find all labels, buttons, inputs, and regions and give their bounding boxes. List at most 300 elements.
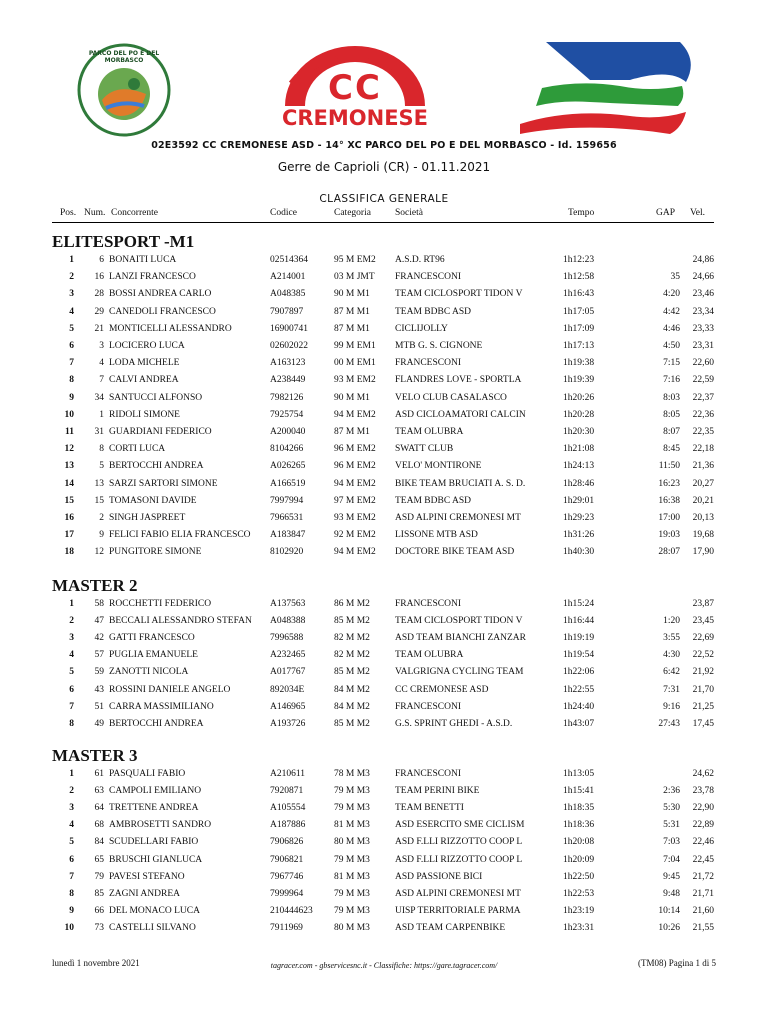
cell-soc: MTB G. S. CIGNONE [395, 341, 483, 351]
event-place-date: Gerre de Caprioli (CR) - 01.11.2021 [277, 160, 491, 174]
cell-pos: 6 [69, 684, 74, 695]
cell-soc: ASD ALPINI CREMONESI MT [395, 888, 521, 899]
cell-gap: 5:31 [663, 820, 680, 831]
cell-cat: 81 M M3 [334, 820, 370, 831]
cell-time: 1h12:23 [563, 255, 595, 265]
cell-pos: 8 [69, 888, 74, 899]
cell-time: 1h19:19 [563, 633, 595, 644]
table-row [52, 304, 717, 321]
table-row [52, 493, 717, 510]
cell-cat: 85 M M2 [334, 718, 370, 729]
cell-cat: 79 M M3 [334, 905, 370, 916]
table-row [52, 630, 717, 647]
cell-vel: 17,90 [692, 547, 714, 558]
cell-vel: 24,86 [692, 255, 714, 265]
cell-soc: VELO CLUB CASALASCO [395, 392, 507, 403]
cell-cat: 94 M EM2 [334, 547, 376, 558]
cell-vel: 22,18 [692, 444, 714, 455]
cell-gap: 9:48 [663, 888, 680, 899]
cell-num: 15 [94, 495, 104, 506]
cell-code: A238449 [270, 375, 306, 386]
cell-vel: 17,45 [692, 718, 714, 729]
cell-time: 1h20:26 [563, 392, 595, 403]
table-row [52, 372, 717, 389]
cell-num: 6 [99, 255, 104, 265]
cell-soc: FRANCESCONI [395, 769, 461, 779]
cell-cat: 78 M M3 [334, 769, 370, 779]
cell-code: 7906821 [270, 854, 304, 865]
cell-time: 1h17:13 [563, 341, 595, 351]
cell-soc: TEAM BENETTI [395, 803, 464, 814]
cell-gap: 8:45 [663, 444, 680, 455]
cell-vel: 21,60 [692, 905, 714, 916]
cell-pos: 3 [69, 289, 74, 300]
cell-vel: 20,21 [692, 495, 714, 506]
cell-soc: VALGRIGNA CYCLING TEAM [395, 667, 524, 678]
cell-time: 1h22:50 [563, 871, 595, 882]
cell-name: PUGLIA EMANUELE [109, 650, 198, 661]
cell-time: 1h29:01 [563, 495, 595, 506]
table-row [52, 252, 717, 269]
cell-vel: 22,46 [692, 837, 714, 848]
cell-gap: 35 [670, 272, 680, 283]
table-row [52, 903, 717, 920]
cell-num: 3 [99, 341, 104, 351]
cell-time: 1h19:54 [563, 650, 595, 661]
cell-soc: FRANCESCONI [395, 358, 461, 369]
cell-cat: 90 M M1 [334, 289, 370, 300]
cell-code: A048388 [270, 616, 306, 627]
cell-time: 1h21:08 [563, 444, 595, 455]
cell-name: AMBROSETTI SANDRO [109, 820, 212, 831]
table-row [52, 699, 717, 716]
cell-code: A210611 [270, 769, 306, 779]
cell-pos: 17 [64, 530, 74, 541]
cell-vel: 21,71 [692, 888, 714, 899]
cell-cat: 84 M M2 [334, 684, 370, 695]
cell-cat: 95 M EM2 [334, 255, 376, 265]
cell-pos: 5 [69, 837, 74, 848]
cell-vel: 20,27 [692, 478, 714, 489]
cell-code: 02602022 [270, 341, 308, 351]
cell-pos: 3 [69, 803, 74, 814]
cell-name: TRETTENE ANDREA [109, 803, 199, 814]
cell-num: 7 [99, 375, 104, 386]
cell-soc: TEAM CICLOSPORT TIDON V [395, 616, 523, 627]
cell-num: 9 [99, 530, 104, 541]
cell-code: A232465 [270, 650, 306, 661]
cell-pos: 7 [69, 871, 74, 882]
event-title: 02E3592 CC CREMONESE ASD - 14° XC PARCO DEL PO E DEL MORBASCO - Id. 159656 [151, 140, 617, 151]
table-row [52, 476, 717, 493]
cell-time: 1h16:43 [563, 289, 595, 300]
table-row [52, 613, 717, 630]
cell-vel: 21,25 [692, 701, 714, 712]
cell-cat: 82 M M2 [334, 633, 370, 644]
cell-cat: 87 M M1 [334, 427, 370, 437]
cell-pos: 14 [64, 478, 74, 489]
cell-gap: 7:31 [663, 684, 680, 695]
cell-time: 1h13:05 [563, 769, 595, 779]
col-gap: GAP [656, 208, 676, 218]
cell-pos: 18 [64, 547, 74, 558]
cell-pos: 11 [65, 427, 74, 437]
cell-num: 34 [94, 392, 104, 403]
cell-soc: FRANCESCONI [395, 599, 461, 609]
cell-name: ROSSINI DANIELE ANGELO [109, 684, 231, 695]
cell-gap: 4:50 [663, 341, 680, 351]
cell-time: 1h29:23 [563, 513, 595, 523]
cell-soc: UISP TERRITORIALE PARMA [395, 905, 521, 916]
table-row [52, 355, 717, 372]
cell-num: 42 [94, 633, 104, 644]
cell-time: 1h22:55 [563, 684, 595, 695]
table-row [52, 783, 717, 800]
cell-num: 16 [94, 272, 104, 283]
cell-vel: 22,59 [692, 375, 714, 386]
cell-soc: ASD PASSIONE BICI [395, 871, 483, 882]
cell-cat: 87 M M1 [334, 323, 370, 334]
cell-vel: 22,36 [692, 409, 714, 420]
cell-pos: 2 [69, 272, 74, 283]
cell-time: 1h20:08 [563, 837, 595, 848]
cell-num: 79 [94, 871, 104, 882]
cell-vel: 22,60 [692, 358, 714, 369]
cell-soc: SWATT CLUB [395, 444, 454, 455]
cell-name: TOMASONI DAVIDE [109, 495, 197, 506]
cell-pos: 1 [69, 599, 74, 609]
cell-name: CALVI ANDREA [109, 375, 179, 386]
cell-num: 8 [99, 444, 104, 455]
cell-soc: FRANCESCONI [395, 272, 461, 283]
cell-cat: 79 M M3 [334, 803, 370, 814]
cell-cat: 90 M M1 [334, 392, 370, 403]
cell-name: BONAITI LUCA [109, 255, 177, 265]
cell-num: 21 [94, 323, 104, 334]
cell-soc: TEAM BDBC ASD [395, 495, 472, 506]
cell-code: 7966531 [270, 513, 304, 523]
cell-time: 1h20:09 [563, 854, 595, 865]
cell-soc: ASD TEAM CARPENBIKE [395, 922, 506, 933]
cell-code: 02514364 [270, 255, 308, 265]
cell-num: 5 [99, 461, 104, 472]
cell-name: CANEDOLI FRANCESCO [109, 306, 216, 317]
cell-num: 59 [94, 667, 104, 678]
cell-pos: 15 [64, 495, 74, 506]
cell-cat: 85 M M2 [334, 616, 370, 627]
cell-soc: CICLIJOLLY [395, 323, 448, 334]
cell-vel: 22,35 [692, 427, 714, 437]
cell-cat: 03 M JMT [334, 272, 375, 283]
flag-logo [510, 40, 696, 136]
cell-num: 64 [94, 803, 104, 814]
cell-num: 68 [94, 820, 104, 831]
section-title: MASTER 3 [52, 746, 138, 765]
cell-name: SARZI SARTORI SIMONE [109, 478, 218, 489]
footer-date: lunedì 1 novembre 2021 [52, 958, 140, 968]
cell-soc: ASD TEAM BIANCHI ZANZAR [395, 633, 526, 644]
cell-gap: 7:16 [663, 375, 680, 386]
cell-cat: 79 M M3 [334, 888, 370, 899]
cell-pos: 1 [69, 255, 74, 265]
table-row [52, 407, 717, 424]
col-num: Num. [84, 208, 106, 218]
cell-gap: 4:20 [663, 289, 680, 300]
cell-time: 1h17:05 [563, 306, 595, 317]
cell-vel: 21,36 [692, 461, 714, 472]
cell-name: SANTUCCI ALFONSO [109, 392, 203, 403]
cell-vel: 22,52 [692, 650, 714, 661]
cell-code: 8102920 [270, 547, 304, 558]
cell-soc: ASD F.LLI RIZZOTTO COOP L [395, 854, 523, 865]
section-title: MASTER 2 [52, 576, 138, 595]
cell-gap: 10:26 [658, 922, 680, 933]
cell-name: GATTI FRANCESCO [109, 633, 195, 644]
cell-gap: 4:30 [663, 650, 680, 661]
table-row [52, 886, 717, 903]
col-society: Società [395, 208, 423, 218]
cell-code: A200040 [270, 427, 306, 437]
cell-time: 1h19:38 [563, 358, 595, 369]
classification-title: CLASSIFICA GENERALE [319, 193, 449, 205]
cell-code: A187886 [270, 820, 306, 831]
cell-code: 7999964 [270, 888, 304, 899]
cell-soc: VELO' MONTIRONE [395, 461, 482, 472]
cell-vel: 22,69 [692, 633, 714, 644]
cell-pos: 9 [69, 905, 74, 916]
cell-vel: 21,72 [692, 871, 714, 882]
cell-num: 29 [94, 306, 104, 317]
cell-cat: 97 M EM2 [334, 495, 376, 506]
table-row [52, 269, 717, 286]
cell-num: 63 [94, 786, 104, 797]
table-row [52, 510, 717, 527]
table-row [52, 716, 717, 733]
cell-vel: 23,33 [692, 323, 714, 334]
cell-num: 28 [94, 289, 104, 300]
cell-vel: 23,45 [692, 616, 714, 627]
cell-vel: 22,45 [692, 854, 714, 865]
cell-pos: 3 [69, 633, 74, 644]
cell-num: 51 [94, 701, 104, 712]
cell-soc: ASD ESERCITO SME CICLISM [395, 820, 525, 831]
cell-vel: 24,62 [692, 769, 714, 779]
cell-name: SCUDELLARI FABIO [109, 837, 199, 848]
cell-name: PAVESI STEFANO [109, 871, 185, 882]
cell-gap: 2:36 [663, 786, 680, 797]
cell-code: A105554 [270, 803, 306, 814]
cell-cat: 79 M M3 [334, 786, 370, 797]
section-title: ELITESPORT -M1 [52, 232, 195, 251]
cell-soc: FLANDRES LOVE - SPORTLA [395, 375, 522, 386]
cell-code: A137563 [270, 599, 306, 609]
cell-name: ROCCHETTI FEDERICO [109, 599, 212, 609]
cell-vel: 21,70 [692, 684, 714, 695]
cell-code: 7996588 [270, 633, 304, 644]
cell-num: 58 [94, 599, 104, 609]
cell-soc: CC CREMONESE ASD [395, 684, 489, 695]
table-row [52, 920, 717, 937]
parco-logo [76, 42, 172, 138]
cell-gap: 8:07 [663, 427, 680, 437]
cell-gap: 4:42 [663, 306, 680, 317]
cell-pos: 16 [64, 513, 74, 523]
cell-cat: 81 M M3 [334, 871, 370, 882]
cell-pos: 6 [69, 341, 74, 351]
cell-soc: ASD ALPINI CREMONESI MT [395, 513, 521, 523]
cell-num: 1 [99, 409, 104, 420]
cell-time: 1h15:41 [563, 786, 595, 797]
cell-pos: 4 [69, 650, 74, 661]
cell-num: 49 [94, 718, 104, 729]
cell-code: A048385 [270, 289, 306, 300]
cell-code: 7920871 [270, 786, 304, 797]
cell-code: 7967746 [270, 871, 304, 882]
cell-time: 1h12:58 [563, 272, 595, 283]
cell-cat: 94 M EM2 [334, 478, 376, 489]
col-time: Tempo [568, 208, 595, 218]
table-row [52, 834, 717, 851]
cell-cat: 93 M EM2 [334, 513, 376, 523]
cc-logo-letters: CC [328, 68, 382, 108]
column-header-row [52, 208, 714, 223]
table-row [52, 527, 717, 544]
cell-soc: A.S.D. RT96 [395, 255, 445, 265]
cell-soc: DOCTORE BIKE TEAM ASD [395, 547, 515, 558]
table-row [52, 682, 717, 699]
table-row [52, 458, 717, 475]
cell-num: 43 [94, 684, 104, 695]
cell-name: MONTICELLI ALESSANDRO [109, 323, 232, 334]
cell-name: LODA MICHELE [109, 358, 180, 369]
table-row [52, 852, 717, 869]
cell-soc: TEAM OLUBRA [395, 650, 464, 661]
cell-code: A017767 [270, 667, 306, 678]
cell-vel: 22,90 [692, 803, 714, 814]
cell-name: LANZI FRANCESCO [109, 272, 196, 283]
cell-vel: 23,31 [692, 341, 714, 351]
cell-time: 1h20:30 [563, 427, 595, 437]
cell-cat: 86 M M2 [334, 599, 370, 609]
cell-num: 65 [94, 854, 104, 865]
cell-name: BOSSI ANDREA CARLO [109, 289, 212, 300]
cell-time: 1h23:19 [563, 905, 595, 916]
col-competitor: Concorrente [111, 208, 158, 218]
cell-cat: 94 M EM2 [334, 409, 376, 420]
cell-gap: 17:00 [658, 513, 680, 523]
cell-num: 61 [94, 769, 104, 779]
cell-time: 1h17:09 [563, 323, 595, 334]
table-row [52, 286, 717, 303]
table-row [52, 647, 717, 664]
cell-num: 57 [94, 650, 104, 661]
cell-time: 1h15:24 [563, 599, 595, 609]
footer-credits: tagracer.com - gbservicesnc.it - Classifiche: https://gare.tagracer.com/ [270, 961, 498, 970]
cell-soc: ASD F.LLI RIZZOTTO COOP L [395, 837, 523, 848]
cell-vel: 21,55 [692, 922, 714, 933]
cell-gap: 9:16 [663, 701, 680, 712]
cell-pos: 4 [69, 306, 74, 317]
cell-cat: 96 M EM2 [334, 444, 376, 455]
cell-code: A163123 [270, 358, 306, 369]
cell-pos: 1 [69, 769, 74, 779]
cell-time: 1h40:30 [563, 547, 595, 558]
footer-page: (TM08) Pagina 1 di 5 [638, 958, 716, 968]
cell-name: DEL MONACO LUCA [109, 905, 200, 916]
cell-vel: 23,87 [692, 599, 714, 609]
cell-time: 1h19:39 [563, 375, 595, 386]
cell-time: 1h18:36 [563, 820, 595, 831]
cell-gap: 8:03 [663, 392, 680, 403]
table-row [52, 800, 717, 817]
cell-pos: 7 [69, 701, 74, 712]
cell-name: PUNGITORE SIMONE [109, 547, 202, 558]
table-row [52, 596, 717, 613]
cell-pos: 10 [64, 922, 74, 933]
cell-cat: 84 M M2 [334, 701, 370, 712]
cell-code: 7907897 [270, 306, 304, 317]
cell-time: 1h31:26 [563, 530, 595, 541]
cell-cat: 92 M EM2 [334, 530, 376, 541]
cell-code: 16900741 [270, 323, 308, 334]
cell-gap: 16:23 [658, 478, 680, 489]
col-vel: Vel. [690, 208, 706, 218]
table-row [52, 390, 717, 407]
cell-num: 13 [94, 478, 104, 489]
cell-soc: TEAM OLUBRA [395, 427, 464, 437]
cell-name: PASQUALI FABIO [109, 769, 186, 779]
table-row [52, 817, 717, 834]
cell-num: 4 [99, 358, 104, 369]
cell-num: 12 [94, 547, 104, 558]
cell-pos: 4 [69, 820, 74, 831]
cell-code: A193726 [270, 718, 306, 729]
cell-num: 47 [94, 616, 104, 627]
cell-num: 66 [94, 905, 104, 916]
table-row [52, 441, 717, 458]
cell-name: BRUSCHI GIANLUCA [109, 854, 203, 865]
cell-time: 1h24:13 [563, 461, 595, 472]
cell-name: FELICI FABIO ELIA FRANCESCO [109, 530, 251, 541]
cell-name: RIDOLI SIMONE [109, 409, 180, 420]
cell-code: 7982126 [270, 392, 304, 403]
parco-logo-text: PARCO DEL PO E DEL MORBASCO [88, 50, 160, 64]
cell-gap: 3:55 [663, 633, 680, 644]
cell-cat: 85 M M2 [334, 667, 370, 678]
cell-cat: 80 M M3 [334, 922, 370, 933]
cell-gap: 28:07 [658, 547, 680, 558]
cell-code: A166519 [270, 478, 306, 489]
cell-gap: 4:46 [663, 323, 680, 334]
cell-pos: 10 [64, 409, 74, 420]
cell-pos: 8 [69, 718, 74, 729]
cell-code: A183847 [270, 530, 306, 541]
table-row [52, 424, 717, 441]
cell-pos: 6 [69, 854, 74, 865]
cell-gap: 16:38 [658, 495, 680, 506]
cell-code: A146965 [270, 701, 306, 712]
cell-num: 2 [99, 513, 104, 523]
table-row [52, 544, 717, 561]
cell-soc: FRANCESCONI [395, 701, 461, 712]
cell-pos: 8 [69, 375, 74, 386]
cell-code: 210444623 [270, 905, 313, 916]
cell-cat: 80 M M3 [334, 837, 370, 848]
cell-gap: 7:15 [663, 358, 680, 369]
table-row [52, 869, 717, 886]
cell-gap: 5:30 [663, 803, 680, 814]
cell-vel: 20,13 [692, 513, 714, 523]
